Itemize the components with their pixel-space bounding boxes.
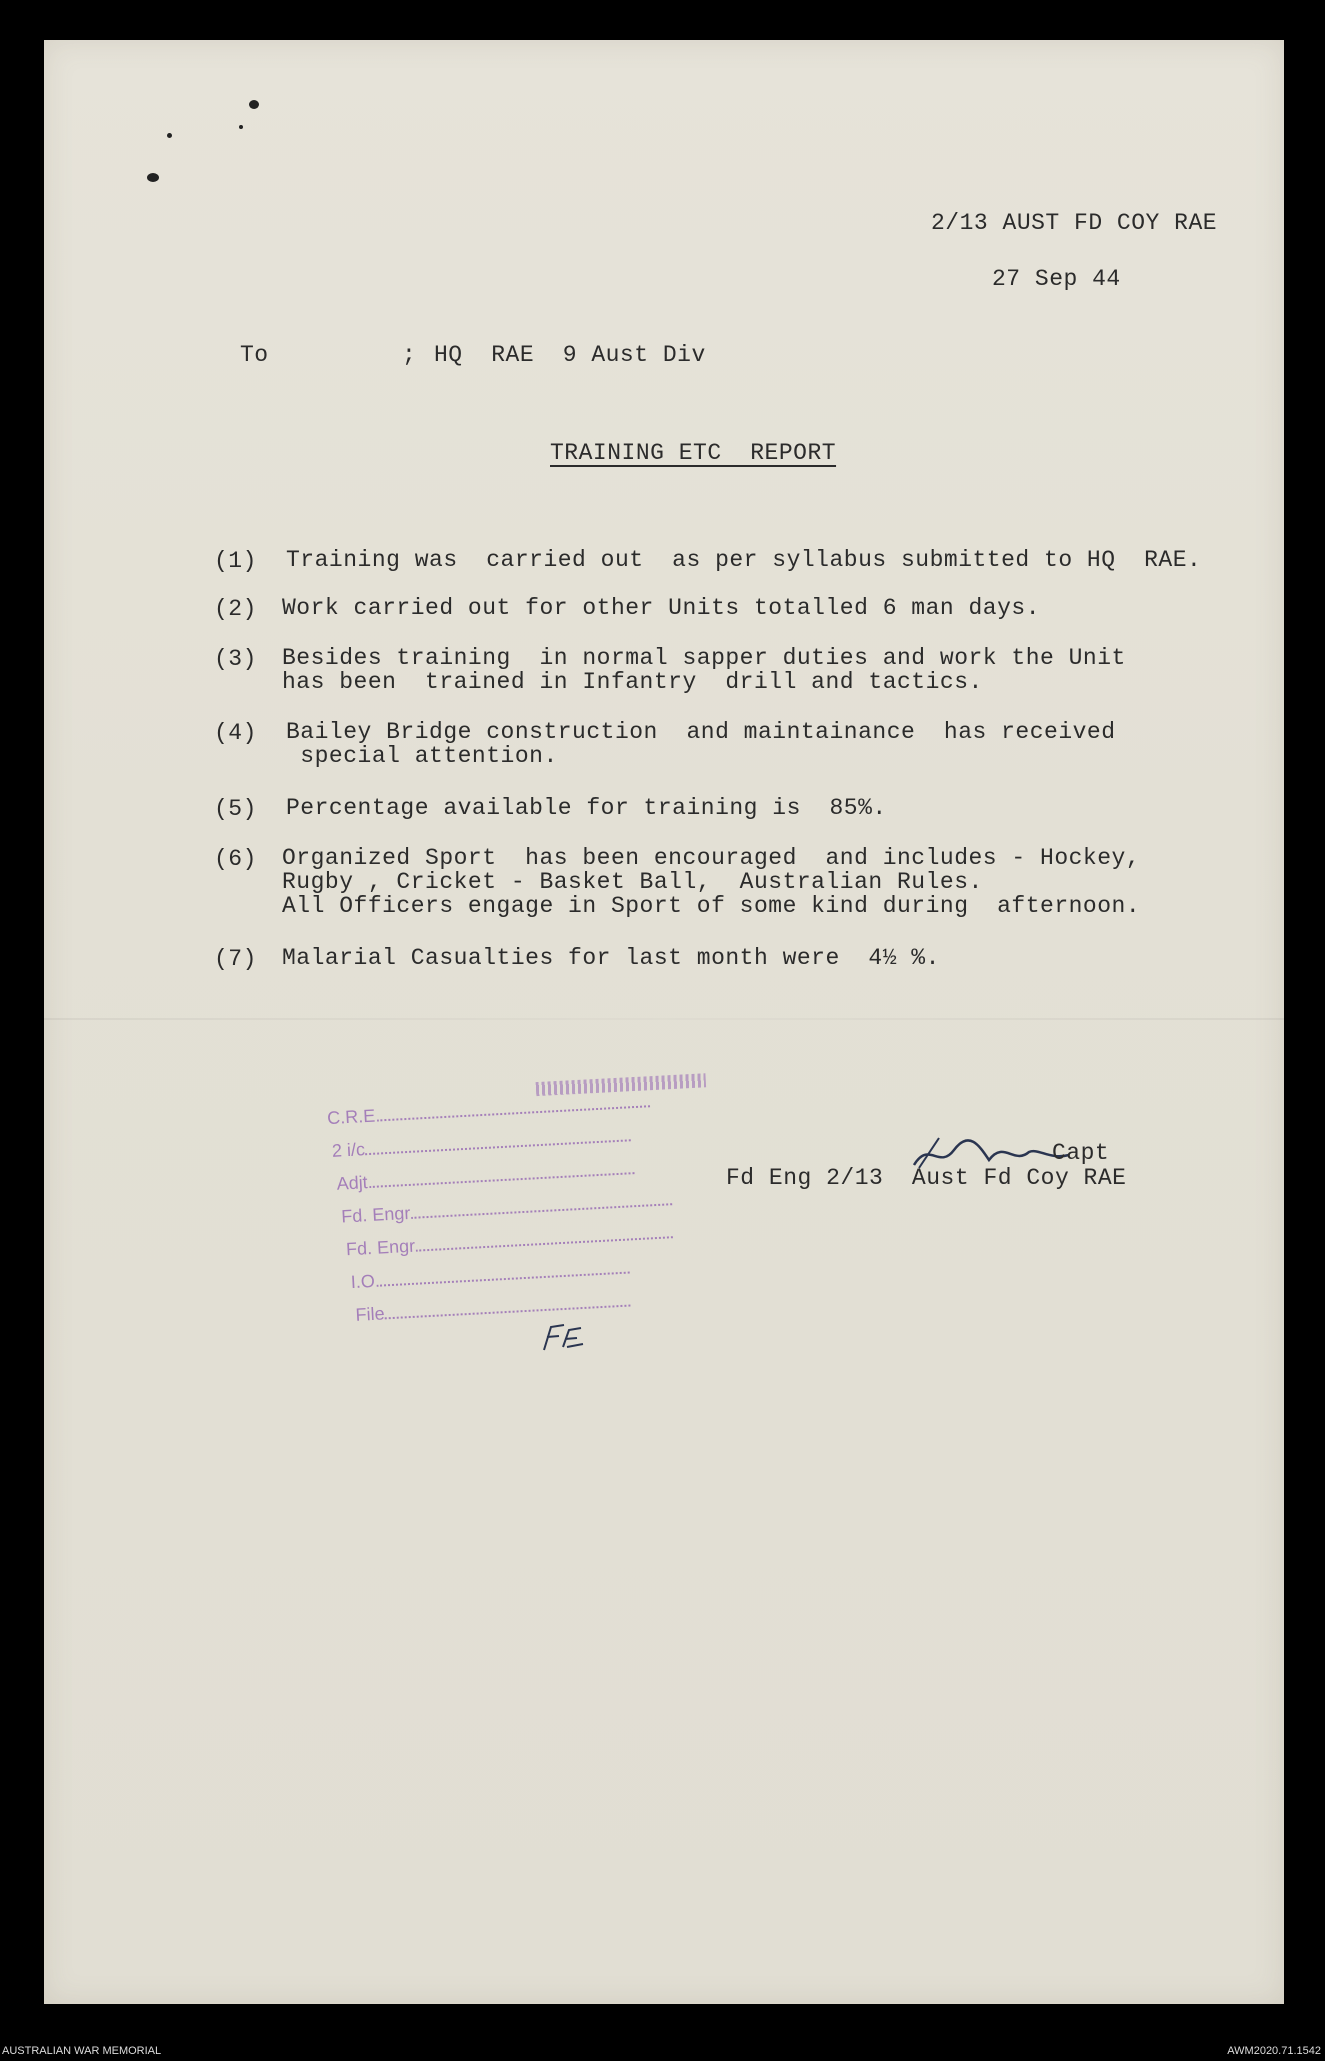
stamp-row-label: Adjt.	[336, 1171, 374, 1194]
signatory-title: Fd Eng 2/13 Aust Fd Coy RAE	[726, 1165, 1127, 1191]
item-number: (5)	[214, 796, 257, 822]
punch-hole	[249, 100, 259, 109]
item-text-line: Malarial Casualties for last month were 4½ %.	[282, 945, 940, 971]
stamp-row	[336, 1158, 635, 1195]
stamp-row-label: Fd. Engr.	[345, 1235, 420, 1260]
punch-hole	[239, 125, 243, 129]
document-date: 27 Sep 44	[992, 266, 1121, 292]
item-text-line: Training was carried out as per syllabus submitted to HQ RAE.	[286, 547, 1202, 573]
stamp-initials	[539, 1322, 589, 1357]
item-number: (7)	[214, 946, 257, 972]
stamp-row	[341, 1189, 673, 1227]
stamp-row-label: I.O.	[350, 1270, 381, 1293]
page-fold	[44, 1018, 1284, 1020]
stamp-row-label: Fd. Engr.	[340, 1202, 415, 1227]
item-text-line: special attention.	[286, 743, 558, 769]
item-number: (4)	[214, 720, 257, 746]
stamp-dotted-line	[365, 1129, 631, 1155]
report-title: TRAINING ETC REPORT	[550, 440, 837, 466]
routing-stamp	[327, 1088, 722, 1397]
stamp-dotted-line	[419, 1226, 673, 1251]
stamp-dotted-line	[379, 1262, 629, 1287]
item-text-line: Work carried out for other Units totalled 6 man days.	[282, 595, 1041, 621]
item-number: (6)	[214, 846, 257, 872]
stamp-row-label: File	[355, 1303, 386, 1325]
signatory-rank: Capt	[1052, 1140, 1110, 1166]
item-text-line: Besides training in normal sapper duties and work the Unit	[282, 645, 1126, 671]
stamp-row	[346, 1222, 674, 1260]
document-page	[44, 40, 1284, 2004]
stamp-row-label: C.R.E.	[326, 1105, 381, 1129]
item-text-line: Percentage available for training is 85%.	[286, 795, 887, 821]
stamp-row	[355, 1291, 631, 1326]
unit-designation: 2/13 AUST FD COY RAE	[931, 210, 1218, 236]
stamp-row	[327, 1091, 651, 1129]
punch-hole	[147, 173, 159, 182]
item-text-line: Rugby , Cricket - Basket Ball, Australian Rules.	[282, 869, 983, 895]
item-text-line: has been trained in Infantry drill and tactics.	[282, 669, 983, 695]
stamp-dotted-line	[372, 1162, 634, 1188]
stamp-dotted-line	[380, 1095, 650, 1121]
footer-right: AWM2020.71.1542	[1227, 2045, 1321, 2057]
to-label: To	[240, 342, 269, 368]
item-text-line: All Officers engage in Sport of some kind during afternoon.	[282, 893, 1141, 919]
item-number: (1)	[214, 548, 257, 574]
stamp-row	[331, 1125, 631, 1162]
stamp-dotted-line	[414, 1193, 672, 1218]
item-number: (2)	[214, 596, 257, 622]
recipient: HQ RAE 9 Aust Div	[434, 342, 706, 368]
stamp-row	[350, 1258, 630, 1294]
stamp-row-label: 2 i/c	[331, 1139, 366, 1161]
footer-left: AUSTRALIAN WAR MEMORIAL	[2, 2045, 162, 2057]
initials-scrawl	[539, 1322, 589, 1352]
item-text-line: Bailey Bridge construction and maintainance has received	[286, 719, 1116, 745]
stamp-dotted-line	[384, 1295, 630, 1320]
item-number: (3)	[214, 646, 257, 672]
to-separator: ;	[402, 342, 417, 368]
punch-hole	[167, 133, 172, 138]
item-text-line: Organized Sport has been encouraged and includes - Hockey,	[282, 845, 1141, 871]
